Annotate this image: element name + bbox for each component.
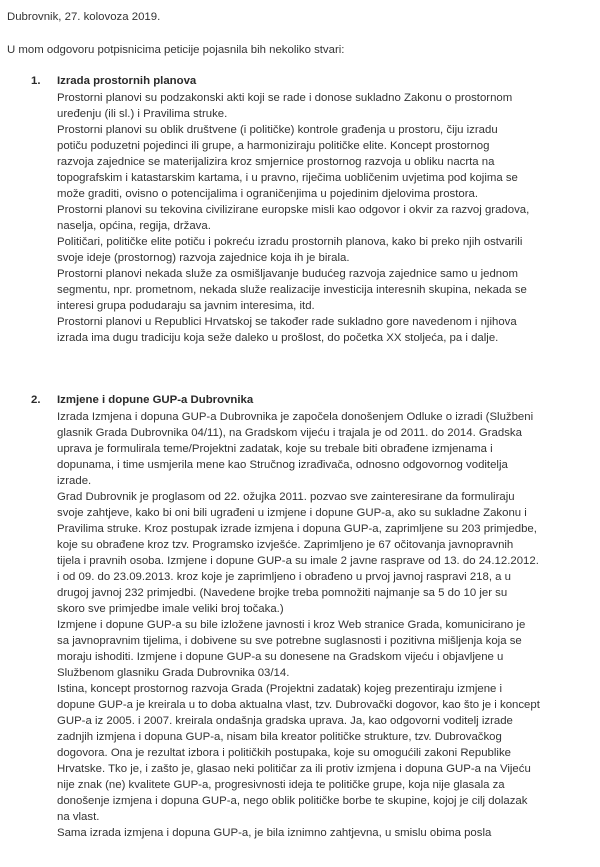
paragraph (57, 617, 587, 681)
text-line: skoro sve primjedbe imale veliki broj točaka.) (57, 603, 284, 615)
text-line: potiču poduzetni pojedinci ili grupe, a harmoniziraju političke elite. Koncept prostornog (57, 140, 490, 152)
text-line: naselja, općina, regija, država. (57, 220, 211, 232)
text-line: Prostorni planovi su oblik društvene (i političke) kontrole građenja u prostoru, čiju izradu (57, 124, 498, 136)
paragraph (57, 234, 587, 266)
text-line: svoje zahtjeve, kako bi oni bili ugrađeni u izmjene i dopune GUP-a, ako su sukladne Zakonu i (57, 507, 527, 519)
text-line: Prostorni planovi u Republici Hrvatskoj se također rade sukladno gore navedenom i njihova (57, 316, 517, 328)
text-line: izrada ima dugu tradiciju koja seže daleko u prošlost, do početka XX stoljeća, pa i dalje. (57, 332, 499, 344)
paragraph (57, 314, 587, 346)
text-line: segmentu, npr. prometnom, nekada služe realizacije investicija interesnih skupina, nekada se (57, 284, 527, 296)
text-line: drugoj javnoj 232 primjedbi. (Navedene brojke treba pomnožiti najmanje sa 5 do 10 jer su (57, 587, 508, 599)
paragraph (57, 825, 587, 841)
text-line: Prostorni planovi su podzakonski akti koji se rade i donose sukladno Zakonu o prostornom (57, 92, 513, 104)
paragraph (57, 90, 587, 122)
text-line: Političari, političke elite potiču i pokreću izradu prostornih planova, kako bi preko njih ostvarili (57, 236, 523, 248)
text-line: i od 09. do 23.09.2013. kroz koje je zaprimljeno i obrađeno u prvoj javnoj raspravi 218, a u (57, 571, 512, 583)
text-line: može graditi, ovisno o potencijalima i ograničenjima u pojedinim djelovima prostora. (57, 188, 479, 200)
paragraph (57, 202, 587, 234)
text-line: zadnjih izmjena i dopuna GUP-a, nisam bila kreator političke strukture, tzv. Dubrovačkog (57, 731, 502, 743)
text-line: moraju ishoditi. Izmjene i dopune GUP-a su donesene na Gradskom vijeću i objavljene u (57, 651, 504, 663)
text-line: uređenju (ili sl.) i Pravilima struke. (57, 108, 228, 120)
text-line: dopune GUP-a je kreirala u to doba aktualna vlast, tzv. Dubrovački dogovor, kao što je i koncept (57, 699, 540, 711)
paragraph (57, 266, 587, 314)
text-line: na vlast. (57, 811, 100, 823)
paragraph (57, 122, 587, 202)
text-line: koje su obrađene kroz tzv. Programsko izvješće. Zaprimljeno je 67 očitovanja javnopravnih (57, 539, 514, 551)
section-1-body (57, 90, 587, 346)
text-line: Istina, koncept prostornog razvoja Grada (Projektni zadatak) kojeg prezentiraju izmjene i (57, 683, 503, 695)
paragraph (57, 681, 587, 825)
text-line: tijela i pravnih osoba. Izmjene i dopune GUP-a su imale 2 javne rasprave od 13. do 24.12.2012. (57, 555, 539, 567)
paragraph (57, 489, 587, 617)
section-number: 1. (31, 75, 41, 87)
intro-text: U mom odgovoru potpisnicima peticije pojasnila bih nekoliko stvari: (7, 44, 345, 56)
text-line: svoje ideje (prostornog) razvoja zajednice koja ih je birala. (57, 252, 350, 264)
text-line: Prostorni planovi su tekovina civilizirane europske misli kao odgovor i okvir za razvoj gradova, (57, 204, 530, 216)
text-line: Grad Dubrovnik je proglasom od 22. ožujka 2011. pozvao sve zainteresirane da formuliraju (57, 491, 515, 503)
text-line: Službenom glasniku Grada Dubrovnika 03/14. (57, 667, 290, 679)
dateline: Dubrovnik, 27. kolovoza 2019. (7, 11, 161, 23)
text-line: dopunama, i time usmjerila mene kao Stručnog izrađivača, odnosno odgovornog voditelja (57, 459, 508, 471)
text-line: nije znak (ne) kvalitete GUP-a, progresivnosti ideja te političke grupe, koja nije glasala za (57, 779, 505, 791)
paragraph (57, 409, 587, 489)
text-line: Pravilima struke. Kroz postupak izrade izmjena i dopuna GUP-a, zaprimljene su 203 primjedbe, (57, 523, 537, 535)
text-line: topografskim i katastarskim kartama, i u pravno, riječima uobličenim uvjetima pod kojima se (57, 172, 518, 184)
section-2-heading (31, 392, 253, 408)
text-line: izrade. (57, 475, 92, 487)
text-line: donošenje izmjena i dopuna GUP-a, nego oblik političke borbe te skupine, kojoj je cilj dolazak (57, 795, 528, 807)
text-line: Hrvatske. Tko je, i zašto je, glasao neki političar za ili protiv izmjena i dopuna GUP-a na Vijeću (57, 763, 531, 775)
text-line: uprava je formulirala teme/Projektni zadatak, koje su trebale biti obrađene izmjenama i (57, 443, 493, 455)
text-line: dogovora. Ona je rezultat izbora i političkih postupaka, koje su omogućili zakoni Republike (57, 747, 511, 759)
text-line: sa javnopravnim tijelima, i dobivene su sve potrebne suglasnosti i pozitivna mišljenja koja se (57, 635, 522, 647)
section-title: Izrada prostornih planova (57, 75, 197, 87)
text-line: Sama izrada izmjena i dopuna GUP-a, je bila iznimno zahtjevna, u smislu obima posla (57, 827, 492, 839)
text-line: glasnik Grada Dubrovnika 04/11), na Gradskom vijeću i trajala je od 2011. do 2014. Gradska (57, 427, 522, 439)
text-line: Izmjene i dopune GUP-a su bile izložene javnosti i kroz Web stranice Grada, komunicirano je (57, 619, 526, 631)
section-1-heading (31, 73, 196, 89)
text-line: GUP-a iz 2005. i 2007. kreirala ondašnja gradska uprava. Ja, kao odgovorni voditelj izrade (57, 715, 513, 727)
section-title: Izmjene i dopune GUP-a Dubrovnika (57, 394, 254, 406)
section-number: 2. (31, 394, 41, 406)
text-line: Prostorni planovi nekada služe za osmišljavanje budućeg razvoja zajednice samo u jednom (57, 268, 518, 280)
text-line: razvoja zajednice se materijalizira kroz smjernice prostornog razvoja u obliku nacrta na (57, 156, 495, 168)
text-line: interesi grupa podudaraju sa javnim interesima, itd. (57, 300, 315, 312)
text-line: Izrada Izmjena i dopuna GUP-a Dubrovnika je započela donošenjem Odluke o izradi (Službeni (57, 411, 534, 423)
section-2-body (57, 409, 587, 841)
